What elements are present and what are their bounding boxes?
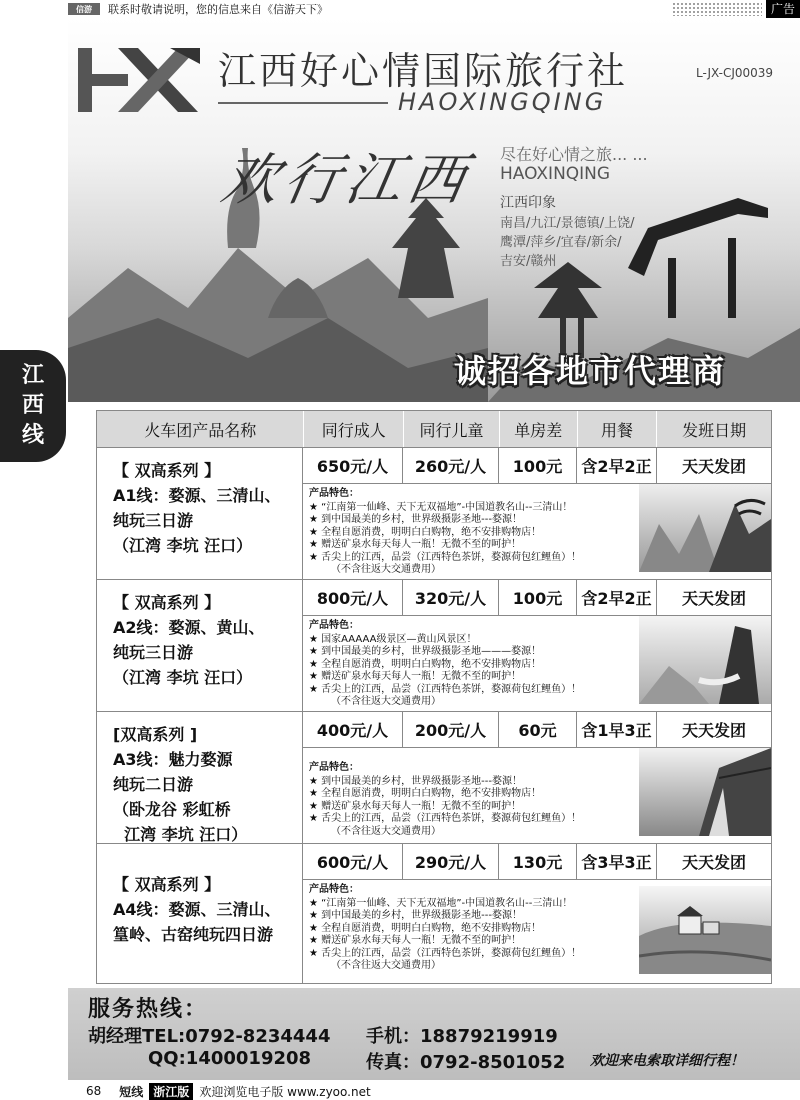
edition-badge: 浙江版 [149, 1083, 193, 1100]
header-cell: 同行成人 [304, 411, 404, 447]
sanqingshan-pine-photo [639, 484, 771, 572]
section-name: 短线 [119, 1084, 144, 1099]
product-name: 【 双高系列 】 A1线：婺源、三清山、 纯玩三日游 （江湾 李坑 汪口） [97, 448, 303, 579]
product-row [96, 448, 772, 580]
page-number: 68 [86, 1084, 102, 1098]
single-supplement: 100元 [499, 580, 577, 615]
child-price: 290元/人 [403, 844, 499, 879]
feature-item: ★ 国家AAAAA级景区—黄山风景区！ [309, 634, 771, 647]
header-cell: 火车团产品名称 [97, 411, 304, 447]
dot-pattern [672, 2, 762, 16]
feature-item: ★ “江南第一仙峰、天下无双福地”-中国道教名山--三清山！ [309, 898, 771, 911]
table-header [96, 410, 772, 448]
hx-logo-icon [78, 44, 200, 116]
agent-recruit-headline: 诚招各地市代理商 [454, 352, 727, 390]
product-row [96, 712, 772, 844]
feature-note: （不含往返大交通费用） [331, 696, 441, 707]
feature-item: ★ 全程自愿消费，明明白白购物，绝不安排购物店！ [309, 659, 771, 672]
qq-number: QQ:1400019208 [148, 1048, 312, 1069]
top-strip [68, 0, 800, 18]
product-name: [双高系列 ] A3线：魅力婺源 纯玩二日游 （卧龙谷 彩虹桥 江湾 李坑 汪口） [97, 712, 303, 843]
header-cell: 同行儿童 [404, 411, 500, 447]
city-line: 南昌/九江/景德镇/上饶/ [500, 216, 635, 231]
feature-item: ★ 赠送矿泉水每天每人一瓶！无微不至的呵护！ [309, 801, 771, 814]
adult-price: 600元/人 [303, 844, 403, 879]
publisher-logo: 信游 [68, 3, 100, 15]
feature-item: ★ 舌尖上的江西，品尝（江西特色茶饼，婺源荷包红鲤鱼）！ [309, 552, 771, 565]
child-price: 320元/人 [403, 580, 499, 615]
license-code: L-JX-CJ00039 [696, 66, 774, 80]
single-supplement: 130元 [499, 844, 577, 879]
feature-item: ★ 赠送矿泉水每天每人一瓶！无微不至的呵护！ [309, 935, 771, 948]
feature-list [303, 880, 771, 982]
feature-item: ★ “江南第一仙峰、天下无双福地”-中国道教名山--三清山！ [309, 502, 771, 515]
service-hotline-panel [68, 988, 800, 1080]
manager-phone: 胡经理TEL:0792-8234444 [88, 1026, 331, 1047]
header-cell: 用餐 [578, 411, 658, 447]
feature-item: ★ 到中国最美的乡村，世界级摄影圣地---婺源！ [309, 514, 771, 527]
product-table [96, 410, 772, 984]
mobile-phone: 手机：18879219919 [366, 1026, 558, 1047]
price-row [303, 844, 771, 880]
welcome-message: 欢迎来电索取详细行程！ [590, 1053, 744, 1069]
product-name: 【 双高系列 】 A2线：婺源、黄山、 纯玩三日游 （江湾 李坑 汪口） [97, 580, 303, 711]
meals: 含3早3正 [577, 844, 657, 879]
feature-title: 产品特色： [309, 762, 359, 773]
feature-item: ★ 到中国最美的乡村，世界级摄影圣地---婺源！ [309, 776, 771, 789]
feature-item: ★ 赠送矿泉水每天每人一瓶！无微不至的呵护！ [309, 671, 771, 684]
departure: 天天发团 [681, 853, 746, 872]
feature-list [303, 748, 771, 842]
meals: 含2早2正 [577, 448, 657, 483]
city-line: 鹰潭/萍乡/宜春/新余/ [500, 235, 622, 250]
feature-item: ★ 到中国最美的乡村，世界级摄影圣地---婺源！ [309, 910, 771, 923]
ad-label: 广告 [766, 0, 800, 18]
feature-item: ★ 全程自愿消费，明明白白购物，绝不安排购物店！ [309, 788, 771, 801]
feature-title: 产品特色： [309, 620, 359, 631]
product-name: 【 双高系列 】 A4线：婺源、三清山、 篁岭、古窑纯玩四日游 [97, 844, 303, 983]
side-tab-char: 江 [21, 363, 44, 388]
header-cell: 发班日期 [682, 420, 747, 440]
adult-price: 800元/人 [303, 580, 403, 615]
slogan: 尽在好心情之旅... ... [500, 145, 648, 164]
feature-item: ★ 舌尖上的江西，品尝（江西特色茶饼，婺源荷包红鲤鱼）！ [309, 684, 771, 697]
single-supplement: 100元 [499, 448, 577, 483]
product-row [96, 844, 772, 984]
side-tab-char: 西 [21, 393, 44, 418]
feature-list [303, 484, 771, 578]
feature-title: 产品特色： [309, 488, 359, 499]
contact-notice: 联系时敬请说明，您的信息来自《信游天下》 [108, 3, 328, 16]
feature-list [303, 616, 771, 710]
waterfall-cliff-photo [639, 748, 771, 836]
adult-price: 400元/人 [303, 712, 403, 747]
product-row [96, 580, 772, 712]
website-link[interactable]: 欢迎浏览电子版 www.zyoo.net [199, 1084, 371, 1099]
child-price: 260元/人 [403, 448, 499, 483]
departure: 天天发团 [681, 721, 746, 740]
service-title: 服务热线： [88, 997, 209, 1022]
departure: 天天发团 [681, 457, 746, 476]
city-list [500, 214, 660, 271]
feature-item: ★ 赠送矿泉水每天每人一瓶！无微不至的呵护！ [309, 539, 771, 552]
feature-note: （不含往返大交通费用） [331, 960, 441, 971]
impression-heading: 江西印象 [500, 195, 556, 211]
calligraphy-title: 欢行江西 [216, 148, 476, 213]
city-line: 吉安/赣州 [500, 254, 557, 269]
meals: 含2早2正 [577, 580, 657, 615]
feature-item: ★ 全程自愿消费，明明白白购物，绝不安排购物店！ [309, 527, 771, 540]
meals: 含1早3正 [577, 712, 657, 747]
feature-title: 产品特色： [309, 884, 359, 895]
header-cell: 单房差 [500, 411, 578, 447]
ad-banner [68, 18, 800, 402]
feature-item: ★ 到中国最美的乡村，世界级摄影圣地———婺源！ [309, 646, 771, 659]
departure: 天天发团 [681, 589, 746, 608]
feature-note: （不含往返大交通费用） [331, 825, 441, 837]
child-price: 200元/人 [403, 712, 499, 747]
price-row [303, 712, 771, 748]
slogan-english: HAOXINQING [500, 164, 611, 184]
adult-price: 650元/人 [303, 448, 403, 483]
price-row [303, 448, 771, 484]
page-footer [68, 1082, 568, 1100]
fax-number: 传真：0792-8501052 [366, 1052, 566, 1073]
feature-item: ★ 舌尖上的江西，品尝（江西特色茶饼，婺源荷包红鲤鱼）！ [309, 948, 771, 961]
price-row [303, 580, 771, 616]
village-landscape-photo [639, 886, 771, 974]
side-tab-char: 线 [21, 423, 44, 448]
divider [218, 102, 388, 104]
company-name: 江西好心情国际旅行社 [218, 49, 629, 93]
single-supplement: 60元 [499, 712, 577, 747]
huangshan-peak-photo [639, 616, 771, 704]
region-side-tab [0, 350, 66, 462]
brand-english-name: HAOXINGQING [398, 88, 607, 116]
feature-item: ★ 舌尖上的江西，品尝（江西特色茶饼，婺源荷包红鲤鱼）！ [309, 813, 771, 826]
feature-item: ★ 全程自愿消费，明明白白购物，绝不安排购物店！ [309, 923, 771, 936]
feature-note: （不含往返大交通费用） [331, 564, 441, 575]
